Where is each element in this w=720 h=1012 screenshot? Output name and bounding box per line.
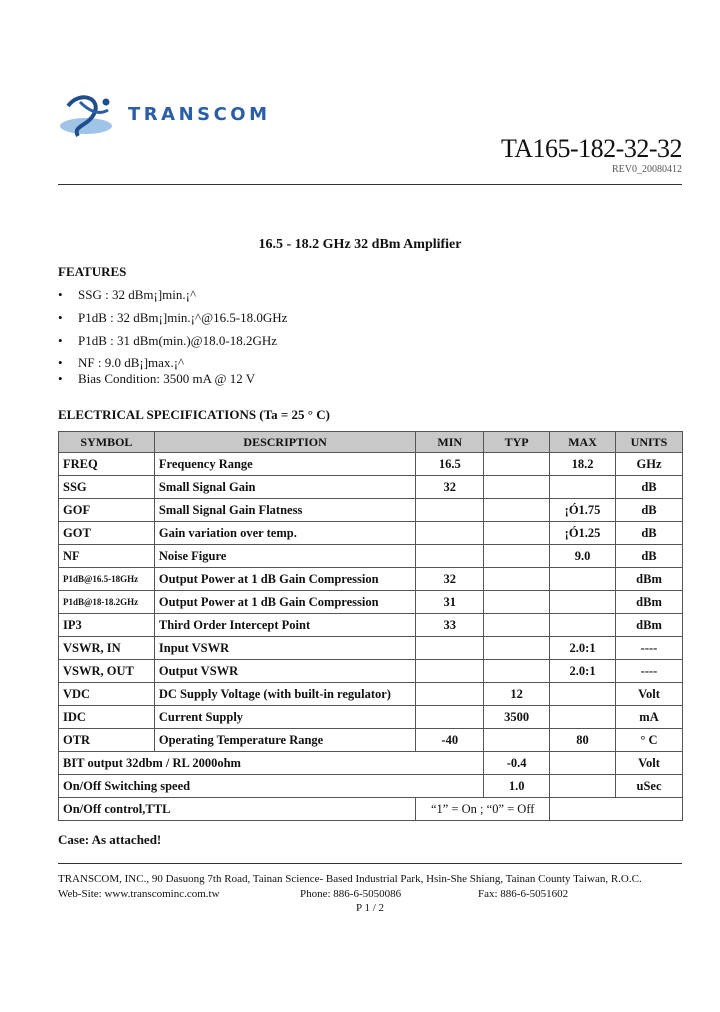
features-list xyxy=(58,286,287,387)
cell-units: mA xyxy=(616,706,683,729)
cell-min: -40 xyxy=(416,729,484,752)
spec-heading: ELECTRICAL SPECIFICATIONS (Ta = 25 ° C) xyxy=(58,407,330,422)
cell-label: On/Off control,TTL xyxy=(59,798,416,821)
cell-description: Operating Temperature Range xyxy=(154,729,415,752)
table-row xyxy=(59,453,683,476)
transcom-logo-icon xyxy=(58,92,120,140)
table-row xyxy=(59,568,683,591)
cell-symbol: VDC xyxy=(59,683,155,706)
footer-fax: Fax: 886-6-5051602 xyxy=(478,888,569,900)
table-row xyxy=(59,614,683,637)
cell-symbol: GOF xyxy=(59,499,155,522)
cell-description: Gain variation over temp. xyxy=(154,522,415,545)
spec-table xyxy=(58,431,683,821)
col-header-units: UNITS xyxy=(616,432,683,453)
cell-min: 16.5 xyxy=(416,453,484,476)
cell-units: ---- xyxy=(616,660,683,683)
cell-units: ° C xyxy=(616,729,683,752)
cell-max xyxy=(550,775,616,798)
cell-min: 31 xyxy=(416,591,484,614)
cell-symbol: P1dB@18-18.2GHz xyxy=(59,591,155,614)
cell-description: Output Power at 1 dB Gain Compression xyxy=(154,591,415,614)
cell-typ xyxy=(484,729,550,752)
cell-units: GHz xyxy=(616,453,683,476)
col-header-typ: TYP xyxy=(484,432,550,453)
document-title: 16.5 - 18.2 GHz 32 dBm Amplifier xyxy=(258,237,462,252)
col-header-max: MAX xyxy=(550,432,616,453)
cell-units: Volt xyxy=(616,752,683,775)
cell-typ: 3500 xyxy=(484,706,550,729)
table-row xyxy=(59,683,683,706)
cell-max: 80 xyxy=(550,729,616,752)
case-note: Case: As attached! xyxy=(58,832,162,847)
cell-max: 9.0 xyxy=(550,545,616,568)
bullet-icon: • xyxy=(58,371,63,386)
cell-min xyxy=(416,545,484,568)
cell-min xyxy=(416,660,484,683)
cell-max xyxy=(550,683,616,706)
bullet-icon: • xyxy=(58,287,63,302)
cell-min xyxy=(416,499,484,522)
cell-units: dBm xyxy=(616,591,683,614)
cell-max xyxy=(550,752,616,775)
cell-max: 18.2 xyxy=(550,453,616,476)
table-header-row xyxy=(59,432,683,453)
footer-address: TRANSCOM, INC., 90 Dasuong 7th Road, Tainan Science- Based Industrial Park, Hsin-She Shiang, Tainan County Taiwan, R.O.C. xyxy=(58,873,642,885)
feature-item: • P1dB : 32 dBm¡]min.¡^@16.5-18.0GHz xyxy=(58,310,288,325)
cell-max: 2.0:1 xyxy=(550,637,616,660)
cell-typ xyxy=(484,453,550,476)
cell-description: Input VSWR xyxy=(154,637,415,660)
feature-item: • Bias Condition: 3500 mA @ 12 V xyxy=(58,371,256,386)
table-row xyxy=(59,591,683,614)
table-row-bit-output xyxy=(59,752,683,775)
cell-description: Third Order Intercept Point xyxy=(154,614,415,637)
table-row xyxy=(59,545,683,568)
cell-typ xyxy=(484,499,550,522)
table-row-onoff-control xyxy=(59,798,683,821)
feature-item: • NF : 9.0 dB¡]max.¡^ xyxy=(58,355,185,370)
footer-phone: Phone: 886-6-5050086 xyxy=(300,888,402,900)
cell-typ: 12 xyxy=(484,683,550,706)
table-row xyxy=(59,637,683,660)
footer xyxy=(58,872,642,914)
cell-description: Output Power at 1 dB Gain Compression xyxy=(154,568,415,591)
cell-units: uSec xyxy=(616,775,683,798)
cell-description: Frequency Range xyxy=(154,453,415,476)
footer-website[interactable]: Web-Site: www.transcominc.com.tw xyxy=(58,888,220,900)
cell-label: BIT output 32dbm / RL 2000ohm xyxy=(59,752,484,775)
cell-description: DC Supply Voltage (with built-in regulator) xyxy=(154,683,415,706)
cell-symbol: OTR xyxy=(59,729,155,752)
company-name: TRANSCOM xyxy=(128,104,271,125)
col-header-min: MIN xyxy=(416,432,484,453)
cell-empty xyxy=(550,798,683,821)
cell-max xyxy=(550,476,616,499)
cell-units: dB xyxy=(616,499,683,522)
cell-symbol: VSWR, IN xyxy=(59,637,155,660)
cell-max xyxy=(550,591,616,614)
cell-typ xyxy=(484,568,550,591)
table-row-switching-speed xyxy=(59,775,683,798)
cell-min xyxy=(416,637,484,660)
cell-symbol: NF xyxy=(59,545,155,568)
cell-min: 32 xyxy=(416,476,484,499)
cell-typ xyxy=(484,591,550,614)
cell-typ xyxy=(484,614,550,637)
cell-max xyxy=(550,706,616,729)
cell-units: ---- xyxy=(616,637,683,660)
table-row xyxy=(59,476,683,499)
features-heading: FEATURES xyxy=(58,264,127,279)
cell-description: Noise Figure xyxy=(154,545,415,568)
col-header-symbol: SYMBOL xyxy=(59,432,155,453)
company-logo xyxy=(58,92,308,140)
table-row xyxy=(59,660,683,683)
feature-item: • P1dB : 31 dBm(min.)@18.0-18.2GHz xyxy=(58,333,278,348)
cell-typ xyxy=(484,476,550,499)
cell-min xyxy=(416,522,484,545)
cell-max xyxy=(550,614,616,637)
cell-min xyxy=(416,706,484,729)
cell-description: Current Supply xyxy=(154,706,415,729)
part-number: TA165-182-32-32 xyxy=(500,134,682,163)
cell-typ xyxy=(484,522,550,545)
table-row xyxy=(59,706,683,729)
cell-symbol: GOT xyxy=(59,522,155,545)
cell-typ xyxy=(484,545,550,568)
cell-symbol: FREQ xyxy=(59,453,155,476)
cell-description: Output VSWR xyxy=(154,660,415,683)
bullet-icon: • xyxy=(58,310,63,325)
table-row xyxy=(59,499,683,522)
cell-min: 32 xyxy=(416,568,484,591)
cell-symbol: SSG xyxy=(59,476,155,499)
bullet-icon: • xyxy=(58,355,63,370)
cell-units: dB xyxy=(616,545,683,568)
cell-units: dBm xyxy=(616,614,683,637)
page-number: P 1 / 2 xyxy=(356,902,385,914)
revision: REV0_20080412 xyxy=(612,164,682,175)
cell-min xyxy=(416,683,484,706)
cell-symbol: VSWR, OUT xyxy=(59,660,155,683)
cell-logic: “1” = On ; “0” = Off xyxy=(416,798,550,821)
cell-symbol: IDC xyxy=(59,706,155,729)
feature-item: • SSG : 32 dBm¡]min.¡^ xyxy=(58,287,197,302)
cell-description: Small Signal Gain xyxy=(154,476,415,499)
footer-divider xyxy=(58,863,682,864)
cell-min: 33 xyxy=(416,614,484,637)
cell-max: ¡Ó1.25 xyxy=(550,522,616,545)
cell-units: dB xyxy=(616,522,683,545)
header-divider xyxy=(58,184,682,185)
cell-max: ¡Ó1.75 xyxy=(550,499,616,522)
table-row xyxy=(59,729,683,752)
bullet-icon: • xyxy=(58,333,63,348)
cell-typ xyxy=(484,637,550,660)
cell-max: 2.0:1 xyxy=(550,660,616,683)
cell-typ xyxy=(484,660,550,683)
cell-symbol: IP3 xyxy=(59,614,155,637)
cell-units: dBm xyxy=(616,568,683,591)
cell-symbol: P1dB@16.5-18GHz xyxy=(59,568,155,591)
cell-units: Volt xyxy=(616,683,683,706)
cell-units: dB xyxy=(616,476,683,499)
table-row xyxy=(59,522,683,545)
cell-typ: -0.4 xyxy=(484,752,550,775)
cell-label: On/Off Switching speed xyxy=(59,775,484,798)
cell-description: Small Signal Gain Flatness xyxy=(154,499,415,522)
col-header-description: DESCRIPTION xyxy=(154,432,415,453)
cell-max xyxy=(550,568,616,591)
cell-typ: 1.0 xyxy=(484,775,550,798)
